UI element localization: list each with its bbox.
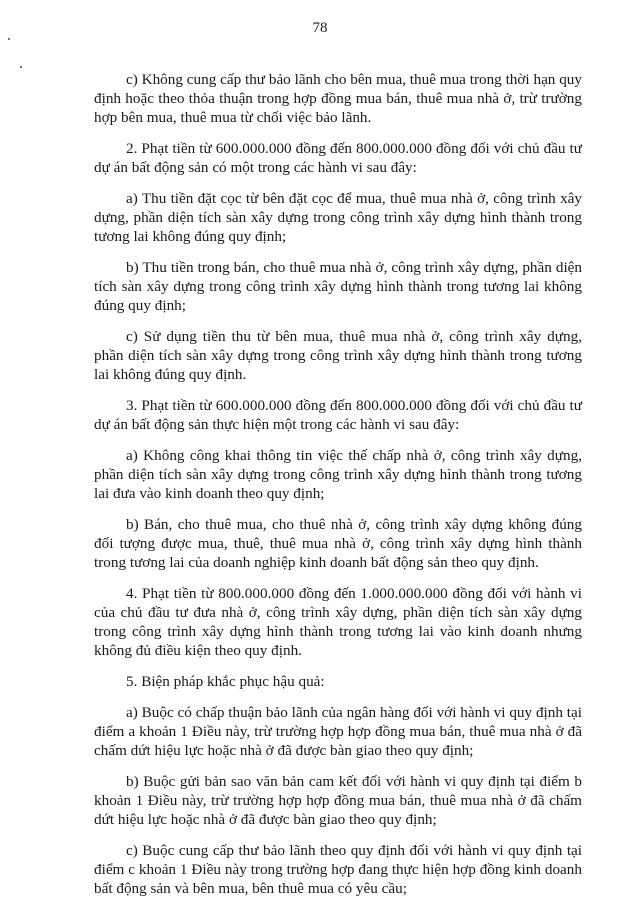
paragraph-5b: b) Buộc gửi bản sao văn bản cam kết đối với hành vi quy định tại điểm b khoản 1 Điều này, trừ trường hợp hợp đồng mua bán, thuê mua nhà ở đã chấm dứt hiệu lực hoặc nhà ở đã được bàn giao theo quy định; xyxy=(94,773,582,828)
paragraph-5c: c) Buộc cung cấp thư bảo lãnh theo quy định đối với hành vi quy định tại điểm c khoản 1 Điều này trong trường hợp đang thực hiện hợp đồng kinh doanh bất động sản và bên mua, bên thuê mua có yêu cầu; xyxy=(94,842,582,897)
paragraph-clause-2: 2. Phạt tiền từ 600.000.000 đồng đến 800.000.000 đồng đối với chủ đầu tư dự án bất động sản có một trong các hành vi sau đây: xyxy=(94,140,582,176)
paragraph-3b: b) Bán, cho thuê mua, cho thuê nhà ở, công trình xây dựng không đúng đối tượng được mua, thuê, thuê mua nhà ở, công trình xây dựng hình thành trong tương lai của doanh nghiệp kinh doanh bất động sản theo quy định. xyxy=(94,516,582,571)
page-number: 78 xyxy=(312,20,328,36)
paragraph-3a: a) Không công khai thông tin việc thế chấp nhà ở, công trình xây dựng, phần diện tích sàn xây dựng trong công trình xây dựng hình thành trong tương lai đưa vào kinh doanh theo quy định; xyxy=(94,447,582,502)
paragraph-1c: c) Không cung cấp thư bảo lãnh cho bên mua, thuê mua trong thời hạn quy định hoặc theo thỏa thuận trong hợp đồng mua bán, thuê mua nhà ở, trừ trường hợp bên mua, thuê mua từ chối việc bảo lãnh. xyxy=(94,71,582,126)
paragraph-2a: a) Thu tiền đặt cọc từ bên đặt cọc để mua, thuê mua nhà ở, công trình xây dựng, phần diện tích sàn xây dựng trong công trình xây dựng hình thành trong tương lai không đúng quy định; xyxy=(94,190,582,245)
paragraph-clause-4: 4. Phạt tiền từ 800.000.000 đồng đến 1.000.000.000 đồng đối với hành vi của chủ đầu tư đưa nhà ở, công trình xây dựng, phần diện tích sàn xây dựng trong công trình xây dựng hình thành trong tương lai vào kinh doanh nhưng không đủ điều kiện theo quy định. xyxy=(94,585,582,659)
scan-speck xyxy=(20,66,22,68)
document-body xyxy=(94,70,582,910)
paragraph-clause-5: 5. Biện pháp khắc phục hậu quả: xyxy=(126,673,325,690)
scan-speck xyxy=(8,38,10,40)
paragraph-5a: a) Buộc có chấp thuận bảo lãnh của ngân hàng đối với hành vi quy định tại điểm a khoản 1 Điều này, trừ trường hợp hợp đồng mua bán, thuê mua nhà ở đã chấm dứt hiệu lực hoặc nhà ở đã được bàn giao theo quy định; xyxy=(94,704,582,759)
paragraph-2c: c) Sử dụng tiền thu từ bên mua, thuê mua nhà ở, công trình xây dựng, phần diện tích sàn xây dựng trong công trình xây dựng hình thành trong tương lai không đúng quy định. xyxy=(94,328,582,383)
paragraph-clause-3: 3. Phạt tiền từ 600.000.000 đồng đến 800.000.000 đồng đối với chủ đầu tư dự án bất động sản thực hiện một trong các hành vi sau đây: xyxy=(94,397,582,433)
paragraph-2b: b) Thu tiền trong bán, cho thuê mua nhà ở, công trình xây dựng, phần diện tích sàn xây dựng trong công trình xây dựng hình thành trong tương lai không đúng quy định; xyxy=(94,259,582,314)
